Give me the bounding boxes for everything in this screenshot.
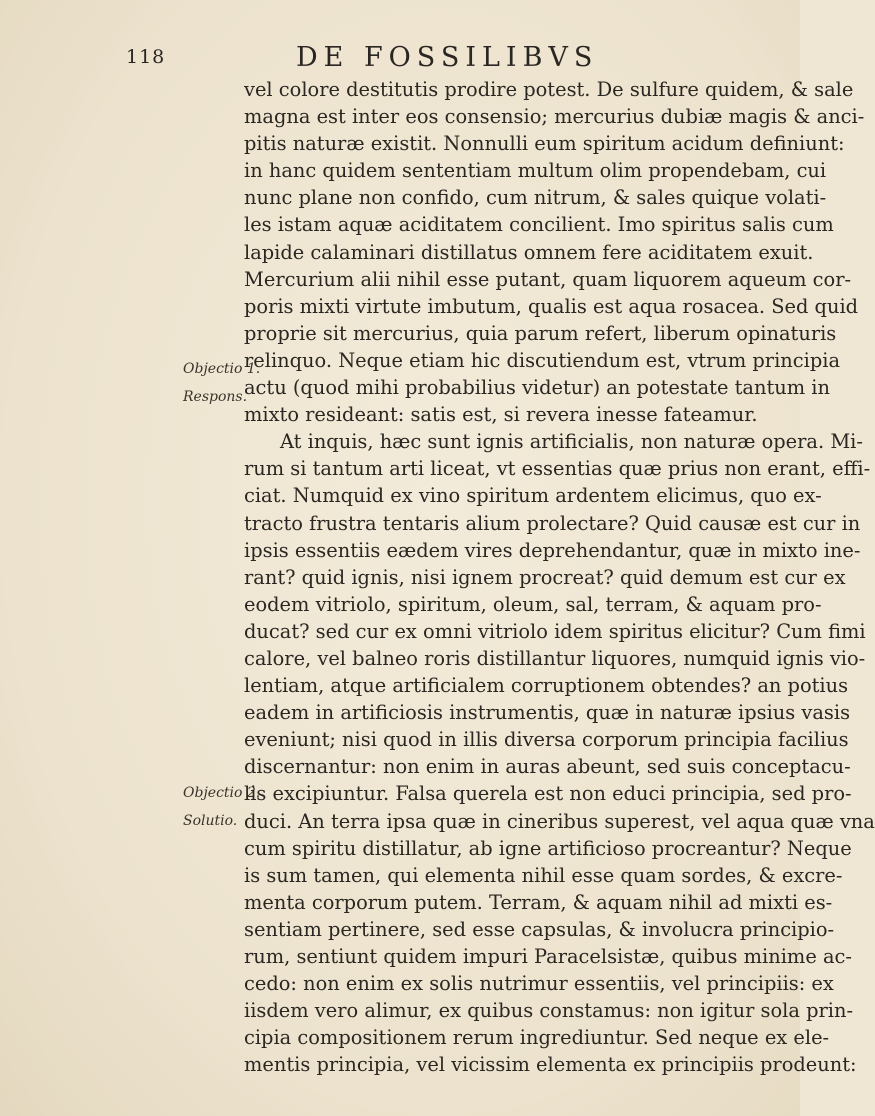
text-line: tracto frustra tentaris alium prolectare? Quid causæ est cur in	[244, 511, 861, 535]
text-line: ducat? sed cur ex omni vitriolo idem spiritus elicitur? Cum fimi	[244, 619, 866, 643]
text-line: rum, sentiunt quidem impuri Paracelsistæ, quibus minime ac-	[244, 945, 852, 968]
text-line: proprie sit mercurius, quia parum refert, liberum opinaturis	[244, 321, 837, 345]
text-line: poris mixti virtute imbutum, qualis est aqua rosacea. Sed quid	[244, 294, 859, 318]
text-line: les istam aquæ aciditatem concilient. Imo spiritus salis cum	[244, 213, 834, 237]
text-line: mixto resideant: satis est, si revera inesse fateamur.	[244, 403, 758, 427]
margin-note-solution: Solutio.	[183, 813, 238, 829]
text-line: eveniunt; nisi quod in illis diversa corporum principia facilius	[244, 728, 849, 752]
text-line: lis excipiuntur. Falsa querela est non educi principia, sed pro-	[244, 782, 852, 806]
text-line: sentiam pertinere, sed esse capsulas, & involucra principio-	[244, 917, 835, 941]
text-line: vel colore destitutis prodire potest. De sulfure quidem, & sale	[244, 78, 854, 101]
text-line: nunc plane non confido, cum nitrum, & sales quique volati-	[244, 186, 827, 210]
text-line: in hanc quidem sententiam multum olim propendebam, cui	[244, 159, 827, 183]
margin-note-objection-1: Objectio 1.	[183, 361, 261, 377]
text-line: cipia compositionem rerum ingrediuntur. Sed neque ex ele-	[244, 1026, 830, 1050]
margin-note-response: Respons.	[183, 389, 248, 405]
text-line: ciat. Numquid ex vino spiritum ardentem elicimus, quo ex-	[244, 484, 822, 508]
text-line: pitis naturæ existit. Nonnulli eum spiritum acidum definiunt:	[244, 132, 845, 156]
text-line: lapide calaminari distillatus omnem fere aciditatem exuit.	[244, 240, 814, 264]
text-line: magna est inter eos consensio; mercurius dubiæ magis & anci-	[244, 105, 865, 129]
text-line: At inquis, hæc sunt ignis artificialis, non naturæ opera. Mi-	[280, 430, 863, 454]
text-line: duci. An terra ipsa quæ in cineribus superest, vel aqua quæ vna	[244, 809, 875, 833]
text-line: mentis principia, vel vicissim elementa ex principiis prodeunt:	[244, 1053, 857, 1077]
text-line: actu (quod mihi probabilius videtur) an potestate tantum in	[244, 376, 830, 400]
page-header	[126, 42, 726, 76]
margin-note-objection-2: Objectio 2.	[183, 785, 261, 801]
text-line: calore, vel balneo roris distillantur liquores, numquid ignis vio-	[244, 646, 866, 670]
text-line: relinquo. Neque etiam hic discutiendum est, vtrum principia	[244, 348, 841, 372]
text-line: cedo: non enim ex solis nutrimur essentiis, vel principiis: ex	[244, 972, 834, 996]
text-line: rant? quid ignis, nisi ignem procreat? quid demum est cur ex	[244, 565, 846, 589]
text-line: iisdem vero alimur, ex quibus constamus: non igitur sola prin-	[244, 999, 853, 1023]
page-number: 118	[126, 46, 166, 68]
text-line: eodem vitriolo, spiritum, oleum, sal, terram, & aquam pro-	[244, 592, 822, 616]
text-line: rum si tantum arti liceat, vt essentias quæ prius non erant, effi-	[244, 457, 871, 481]
text-line: eadem in artificiosis instrumentis, quæ in naturæ ipsius vasis	[244, 701, 851, 725]
running-title: DE FOSSILIBVS	[296, 42, 599, 73]
text-line: ipsis essentiis eædem vires deprehendantur, quæ in mixto ine-	[244, 538, 861, 562]
body-text	[244, 76, 875, 1078]
text-line: Mercurium alii nihil esse putant, quam liquorem aqueum cor-	[244, 267, 852, 291]
text-line: is sum tamen, qui elementa nihil esse quam sordes, & excre-	[244, 863, 843, 887]
text-line: cum spiritu distillatur, ab igne artificioso procreantur? Neque	[244, 836, 852, 860]
text-line: discernantur: non enim in auras abeunt, sed suis conceptacu-	[244, 755, 851, 779]
text-line: menta corporum putem. Terram, & aquam nihil ad mixti es-	[244, 890, 833, 914]
text-line: lentiam, atque artificialem corruptionem obtendes? an potius	[244, 674, 849, 698]
